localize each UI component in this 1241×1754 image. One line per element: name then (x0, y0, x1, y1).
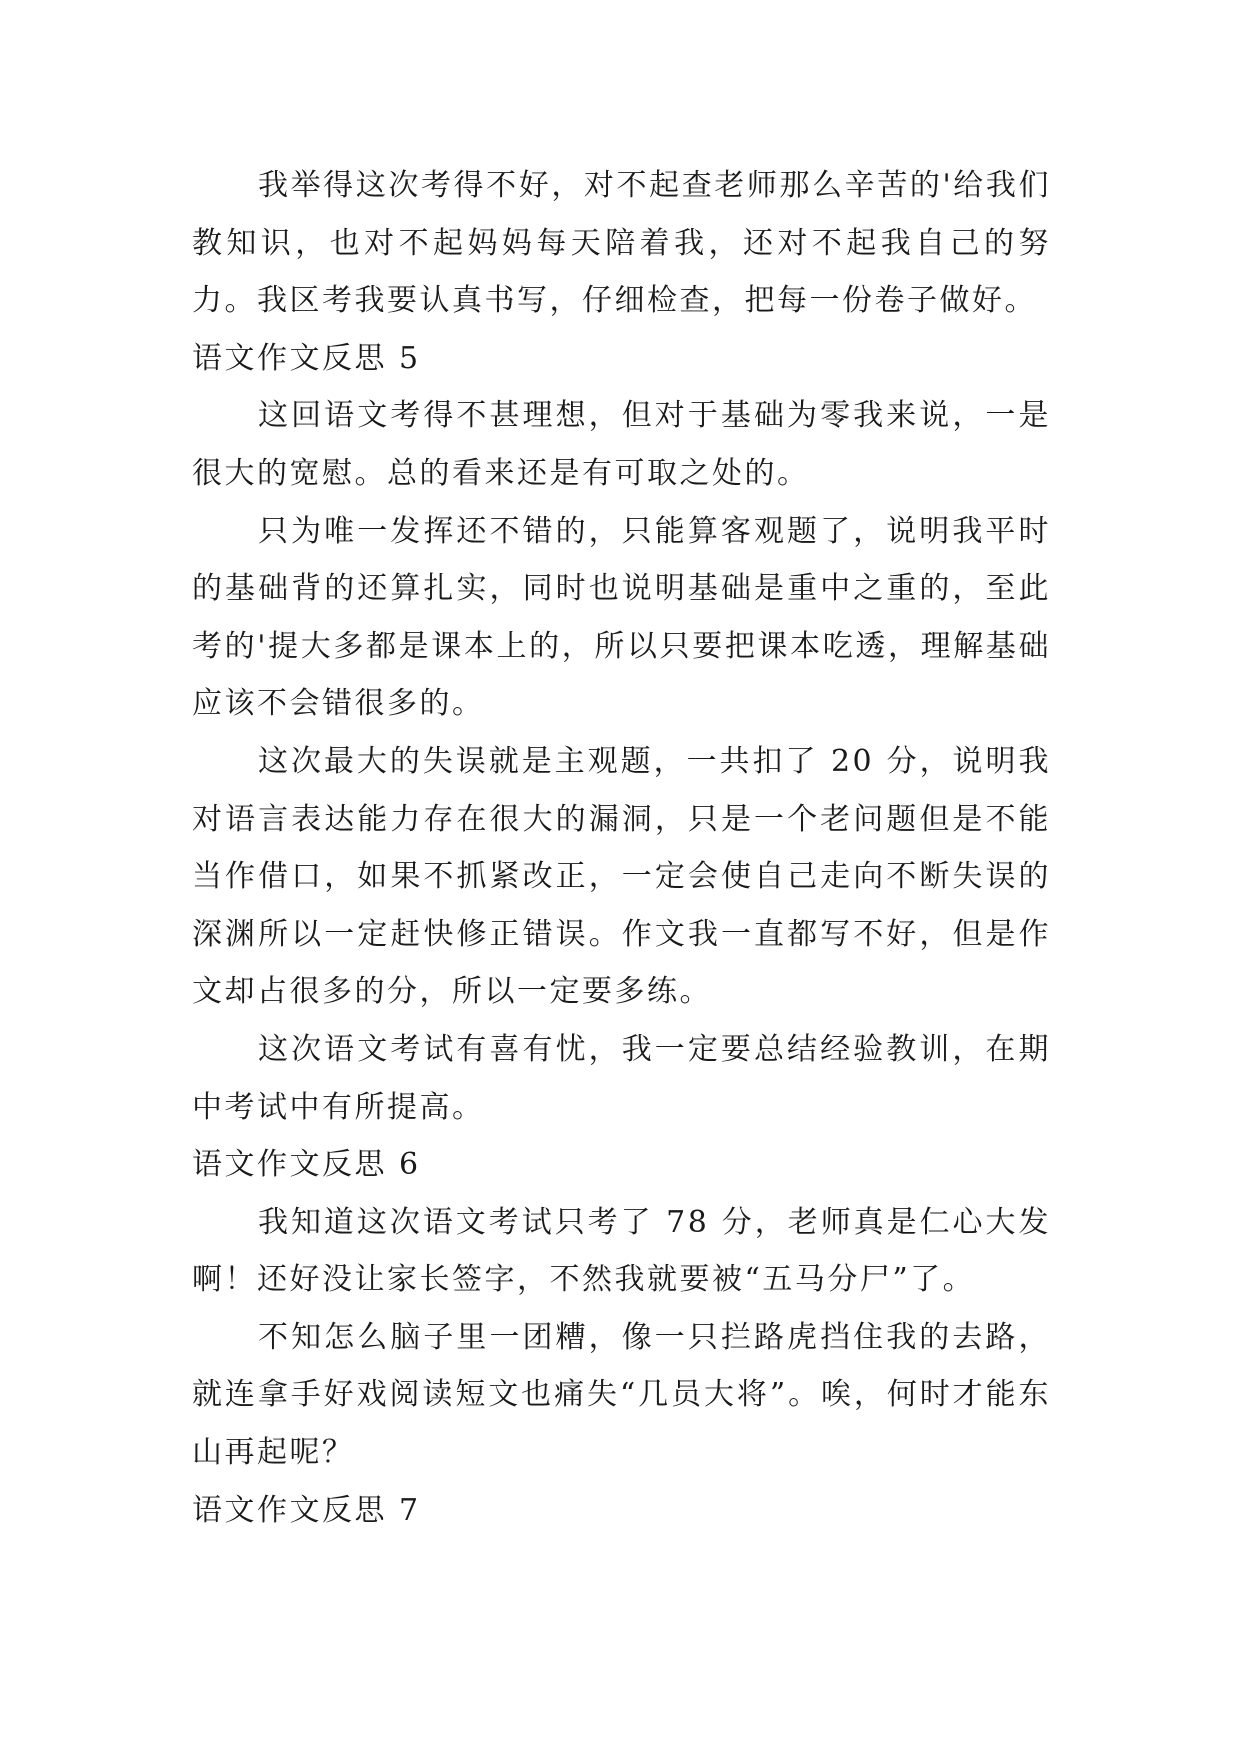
paragraph: 我知道这次语文考试只考了 78 分，老师真是仁心大发啊！还好没让家长签字，不然我就要被“五马分尸”了。 (192, 1204, 1051, 1298)
paragraph: 这回语文考得不甚理想，但对于基础为零我来说，一是很大的宽慰。总的看来还是有可取之处的。 (192, 398, 1051, 491)
paragraph: 只为唯一发挥还不错的，只能算客观题了，说明我平时的基础背的还算扎实，同时也说明基础是重中之重的，至此考的'提大多都是课本上的，所以只要把课本吃透，理解基础应该不会错很多的。 (192, 513, 1051, 722)
paragraph: 不知怎么脑子里一团糟，像一只拦路虎挡住我的去路，就连拿手好戏阅读短文也痛失“几员大将”。唉，何时才能东山再起呢？ (192, 1319, 1051, 1471)
section-heading: 语文作文反思 6 (192, 1147, 421, 1183)
paragraph: 我举得这次考得不好，对不起查老师那么辛苦的'给我们教知识，也对不起妈妈每天陪着我，还对不起我自己的努力。我区考我要认真书写，仔细检查，把每一份卷子做好。 (192, 168, 1051, 319)
paragraph: 这次最大的失误就是主观题，一共扣了 20 分，说明我对语言表达能力存在很大的漏洞，只是一个老问题但是不能当作借口，如果不抓紧改正，一定会使自己走向不断失误的深渊所以一定赶快修正错误。作文我一直都写不好，但是作文却占很多的分，所以一定要多练。 (192, 743, 1051, 1010)
paragraph: 这次语文考试有喜有忧，我一定要总结经验教训，在期中考试中有所提高。 (192, 1031, 1051, 1125)
section-heading: 语文作文反思 5 (192, 340, 421, 376)
section-heading: 语文作文反思 7 (192, 1492, 421, 1528)
